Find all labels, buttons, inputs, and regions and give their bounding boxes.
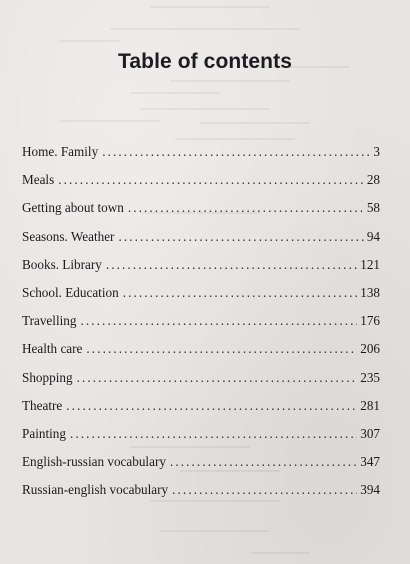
toc-entry <box>22 144 380 172</box>
toc-entry-title: Painting <box>22 425 66 441</box>
toc-entry <box>22 200 380 228</box>
toc-entry-page-number: 121 <box>360 256 380 272</box>
toc-entry <box>22 285 380 313</box>
toc-entry-title: Russian-english vocabulary <box>22 482 169 498</box>
table-of-contents-list <box>22 144 380 510</box>
toc-entry-title: Travelling <box>22 313 77 329</box>
toc-entry-page-number: 28 <box>366 172 380 188</box>
toc-entry-page-number: 235 <box>360 369 380 385</box>
toc-entry-page-number: 307 <box>360 425 380 441</box>
toc-entry-title: Meals <box>22 172 55 188</box>
page-title: Table of contents <box>118 50 292 73</box>
dot-leader <box>102 144 370 160</box>
toc-entry-title: Home. Family <box>22 144 99 159</box>
toc-entry-page-number: 94 <box>366 228 380 244</box>
toc-entry-title: Getting about town <box>22 200 124 216</box>
toc-entry <box>22 341 380 369</box>
toc-entry <box>22 370 380 398</box>
toc-entry <box>22 172 380 200</box>
toc-entry <box>22 313 380 341</box>
toc-entry-page-number: 176 <box>360 313 380 329</box>
toc-entry-title: Shopping <box>22 369 73 385</box>
toc-entry-page-number: 58 <box>366 200 380 216</box>
toc-entry-title: Seasons. Weather <box>22 228 115 244</box>
toc-entry-page-number: 3 <box>373 144 380 159</box>
toc-entry <box>22 398 380 426</box>
toc-entry-title: Books. Library <box>22 256 102 272</box>
dot-leader <box>123 285 358 301</box>
dot-leader <box>118 229 363 245</box>
toc-entry-page-number: 281 <box>360 397 380 413</box>
dot-leader <box>128 200 364 216</box>
toc-entry-title: School. Education <box>22 284 119 300</box>
dot-leader <box>172 482 357 498</box>
dot-leader <box>58 172 364 188</box>
dot-leader <box>106 257 357 273</box>
dot-leader <box>66 398 357 414</box>
toc-entry <box>22 454 380 482</box>
toc-entry <box>22 229 380 257</box>
dot-leader <box>170 454 357 470</box>
toc-entry-title: Theatre <box>22 397 63 413</box>
toc-entry-page-number: 138 <box>360 284 380 300</box>
toc-entry <box>22 482 380 510</box>
dot-leader <box>80 313 357 329</box>
dot-leader <box>70 426 357 442</box>
toc-entry-title: Health care <box>22 341 83 357</box>
dot-leader <box>77 370 358 386</box>
toc-entry <box>22 257 380 285</box>
toc-entry-page-number: 347 <box>360 454 380 470</box>
toc-entry-page-number: 206 <box>360 341 380 357</box>
toc-entry <box>22 426 380 454</box>
dot-leader <box>86 341 357 357</box>
toc-entry-page-number: 394 <box>360 482 380 498</box>
toc-entry-title: English-russian vocabulary <box>22 454 166 470</box>
